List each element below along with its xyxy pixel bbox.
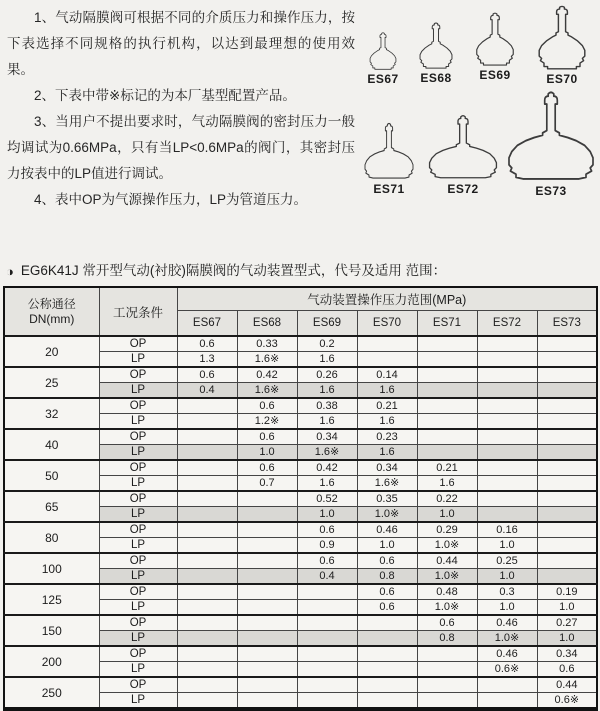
valve-label: ES70 [546, 72, 578, 86]
value-cell: 0.33 [237, 336, 297, 352]
value-cell [177, 414, 237, 430]
value-cell: 0.21 [417, 460, 477, 476]
value-cell: 1.6※ [297, 445, 357, 461]
value-cell [177, 600, 237, 616]
table-row-op [4, 522, 597, 538]
value-cell: 0.27 [537, 615, 597, 631]
table-row-op [4, 460, 597, 476]
col-header-es70: ES70 [357, 311, 417, 337]
value-cell: 0.34 [357, 460, 417, 476]
valve-outline-icon [471, 12, 519, 66]
value-cell: 1.0※ [477, 631, 537, 647]
value-cell [297, 584, 357, 600]
valve-figure-es67 [358, 32, 408, 86]
value-cell [537, 336, 597, 352]
dn-cell: 32 [4, 398, 99, 429]
value-cell [477, 398, 537, 414]
valve-figure-es70 [524, 5, 600, 86]
value-cell: 1.0 [537, 631, 597, 647]
dn-cell: 25 [4, 367, 99, 398]
value-cell [537, 352, 597, 368]
value-cell: 1.6 [417, 476, 477, 492]
value-cell: 0.42 [237, 367, 297, 383]
value-cell [477, 336, 537, 352]
value-cell [357, 631, 417, 647]
value-cell: 1.6 [297, 383, 357, 399]
value-cell [237, 600, 297, 616]
value-cell [237, 615, 297, 631]
dn-cell: 40 [4, 429, 99, 460]
value-cell [237, 662, 297, 678]
value-cell [537, 367, 597, 383]
table-row-op [4, 429, 597, 445]
value-cell: 0.16 [477, 522, 537, 538]
dn-cell: 200 [4, 646, 99, 677]
pressure-spec-table [3, 286, 598, 711]
value-cell [477, 677, 537, 693]
value-cell [537, 445, 597, 461]
value-cell [237, 677, 297, 693]
value-cell: 1.0※ [357, 507, 417, 523]
cond-cell: LP [99, 600, 177, 616]
value-cell [537, 429, 597, 445]
value-cell [477, 352, 537, 368]
value-cell: 1.0 [477, 569, 537, 585]
col-header-condition: 工况条件 [99, 287, 177, 336]
value-cell: 1.2※ [237, 414, 297, 430]
value-cell: 0.46 [357, 522, 417, 538]
table-row-op [4, 367, 597, 383]
note-paragraph: 3、当用户不提出要求时，气动隔膜阀的密封压力一般均调试为0.66MPa，只有当LP<0.6MPa的阀门，其密封压力按表中的LP值进行调试。 [7, 114, 355, 181]
section-heading [6, 259, 596, 279]
value-cell [537, 398, 597, 414]
value-cell [537, 507, 597, 523]
value-cell [237, 646, 297, 662]
table-row-op [4, 336, 597, 352]
cond-cell: LP [99, 414, 177, 430]
value-cell: 0.4 [177, 383, 237, 399]
value-cell [537, 476, 597, 492]
value-cell: 0.6 [357, 553, 417, 569]
value-cell [477, 507, 537, 523]
value-cell [417, 352, 477, 368]
value-cell [297, 600, 357, 616]
value-cell: 0.23 [357, 429, 417, 445]
valve-outline-icon [366, 32, 400, 70]
value-cell: 0.52 [297, 491, 357, 507]
value-cell: 0.2 [297, 336, 357, 352]
value-cell: 0.4 [297, 569, 357, 585]
cond-cell: LP [99, 352, 177, 368]
valve-outline-icon [502, 90, 600, 182]
value-cell [237, 538, 297, 554]
valve-label: ES73 [535, 184, 567, 198]
value-cell [177, 677, 237, 693]
value-cell: 1.0 [477, 538, 537, 554]
value-cell [477, 367, 537, 383]
value-cell: 0.6 [417, 615, 477, 631]
value-cell: 0.48 [417, 584, 477, 600]
cond-cell: OP [99, 460, 177, 476]
value-cell [417, 336, 477, 352]
cond-cell: LP [99, 476, 177, 492]
value-cell [477, 429, 537, 445]
dn-cell: 80 [4, 522, 99, 553]
cond-cell: OP [99, 646, 177, 662]
value-cell [477, 476, 537, 492]
value-cell: 0.21 [357, 398, 417, 414]
valve-figure-es69 [462, 12, 528, 82]
col-header-dn [4, 287, 99, 336]
value-cell: 1.0 [537, 600, 597, 616]
value-cell [417, 367, 477, 383]
value-cell: 1.6 [297, 414, 357, 430]
section-title: EG6K41J 常开型气动(衬胶)隔膜阀的气动装置型式，代号及适用 范围： [20, 263, 447, 278]
value-cell: 1.0※ [417, 600, 477, 616]
value-cell [477, 414, 537, 430]
value-cell: 1.6 [297, 476, 357, 492]
dn-cell: 150 [4, 615, 99, 646]
value-cell: 0.44 [417, 553, 477, 569]
value-cell [237, 507, 297, 523]
value-cell [417, 646, 477, 662]
value-cell: 0.6※ [477, 662, 537, 678]
value-cell: 0.6 [237, 460, 297, 476]
value-cell: 0.19 [537, 584, 597, 600]
valve-figure-es72 [420, 114, 506, 196]
table-row-op [4, 491, 597, 507]
value-cell: 0.6 [177, 336, 237, 352]
cond-cell: LP [99, 693, 177, 710]
valve-label: ES71 [373, 182, 405, 196]
valve-outline-icon [361, 122, 417, 180]
value-cell: 1.6※ [237, 383, 297, 399]
value-cell [537, 491, 597, 507]
value-cell: 0.22 [417, 491, 477, 507]
cond-cell: OP [99, 584, 177, 600]
value-cell: 0.29 [417, 522, 477, 538]
value-cell: 1.6※ [357, 476, 417, 492]
value-cell [537, 522, 597, 538]
value-cell: 0.6 [357, 600, 417, 616]
col-header-pressure-range: 气动装置操作压力范围(MPa) [177, 287, 597, 311]
value-cell [537, 538, 597, 554]
value-cell [297, 677, 357, 693]
value-cell [357, 615, 417, 631]
value-cell [297, 631, 357, 647]
value-cell [297, 662, 357, 678]
dn-cell: 125 [4, 584, 99, 615]
cond-cell: LP [99, 538, 177, 554]
col-header-es71: ES71 [417, 311, 477, 337]
table-row-op [4, 677, 597, 693]
cond-cell: OP [99, 429, 177, 445]
cond-cell: LP [99, 445, 177, 461]
table-row-op [4, 584, 597, 600]
value-cell [417, 398, 477, 414]
value-cell: 1.6 [357, 445, 417, 461]
value-cell: 0.6 [357, 584, 417, 600]
valve-figure-es68 [406, 22, 466, 85]
value-cell: 0.6 [237, 398, 297, 414]
table-row-op [4, 615, 597, 631]
value-cell [537, 460, 597, 476]
value-cell: 0.7 [237, 476, 297, 492]
col-header-dn-line1: 公称通径 [27, 296, 76, 311]
cond-cell: LP [99, 631, 177, 647]
value-cell: 1.0 [417, 507, 477, 523]
value-cell: 0.38 [297, 398, 357, 414]
value-cell: 1.0※ [417, 569, 477, 585]
valve-figure-es73 [500, 90, 600, 198]
value-cell [477, 383, 537, 399]
value-cell [177, 445, 237, 461]
value-cell [417, 429, 477, 445]
valve-figure-es71 [356, 122, 422, 196]
valve-label: ES69 [479, 68, 511, 82]
cond-cell: OP [99, 522, 177, 538]
value-cell: 0.6 [297, 553, 357, 569]
half-filled-circle-icon: ◑ [6, 264, 14, 279]
cond-cell: OP [99, 398, 177, 414]
value-cell [297, 646, 357, 662]
valve-label: ES68 [420, 71, 452, 85]
col-header-es69: ES69 [297, 311, 357, 337]
value-cell [177, 569, 237, 585]
value-cell: 1.3 [177, 352, 237, 368]
value-cell [417, 662, 477, 678]
dn-cell: 20 [4, 336, 99, 367]
cond-cell: LP [99, 569, 177, 585]
value-cell [417, 445, 477, 461]
value-cell: 1.0 [357, 538, 417, 554]
value-cell [417, 414, 477, 430]
valve-outline-icon [532, 5, 592, 70]
value-cell [177, 460, 237, 476]
value-cell [177, 398, 237, 414]
note-paragraph: 4、表中OP为气源操作压力，LP为管道压力。 [34, 192, 308, 207]
value-cell: 0.6 [177, 367, 237, 383]
value-cell [177, 476, 237, 492]
value-cell [177, 662, 237, 678]
value-cell [177, 538, 237, 554]
value-cell [357, 352, 417, 368]
value-cell [357, 677, 417, 693]
value-cell [237, 569, 297, 585]
cond-cell: OP [99, 615, 177, 631]
dn-cell: 250 [4, 677, 99, 709]
value-cell: 1.0 [237, 445, 297, 461]
value-cell: 0.26 [297, 367, 357, 383]
cond-cell: OP [99, 677, 177, 693]
value-cell [477, 445, 537, 461]
value-cell: 0.6 [297, 522, 357, 538]
value-cell [357, 336, 417, 352]
value-cell [357, 662, 417, 678]
valve-figures [350, 0, 600, 225]
value-cell: 0.42 [297, 460, 357, 476]
note-paragraph: 2、下表中带※标记的为本厂基型配置产品。 [34, 88, 296, 103]
dn-cell: 100 [4, 553, 99, 584]
value-cell: 0.8 [417, 631, 477, 647]
value-cell [177, 615, 237, 631]
note-paragraph: 1、气动隔膜阀可根据不同的介质压力和操作压力，按下表选择不同规格的执行机构，以达到最理想的使用效果。 [7, 10, 355, 77]
value-cell [237, 584, 297, 600]
col-header-es73: ES73 [537, 311, 597, 337]
value-cell: 1.0 [477, 600, 537, 616]
value-cell: 1.0 [297, 507, 357, 523]
value-cell [177, 522, 237, 538]
value-cell [537, 383, 597, 399]
value-cell [177, 646, 237, 662]
value-cell: 0.34 [297, 429, 357, 445]
value-cell [237, 631, 297, 647]
value-cell: 0.9 [297, 538, 357, 554]
value-cell: 1.0※ [417, 538, 477, 554]
value-cell: 0.6 [237, 429, 297, 445]
value-cell: 0.35 [357, 491, 417, 507]
value-cell [177, 584, 237, 600]
cond-cell: LP [99, 383, 177, 399]
cond-cell: LP [99, 662, 177, 678]
value-cell: 1.6 [357, 383, 417, 399]
value-cell [537, 569, 597, 585]
value-cell [237, 491, 297, 507]
value-cell [477, 460, 537, 476]
valve-outline-icon [424, 114, 502, 180]
valve-outline-icon [415, 22, 457, 69]
value-cell [177, 631, 237, 647]
value-cell [177, 491, 237, 507]
cond-cell: OP [99, 367, 177, 383]
value-cell [237, 522, 297, 538]
value-cell [297, 615, 357, 631]
value-cell: 0.6※ [537, 693, 597, 710]
col-header-es67: ES67 [177, 311, 237, 337]
col-header-es72: ES72 [477, 311, 537, 337]
value-cell [417, 383, 477, 399]
value-cell [357, 646, 417, 662]
valve-label: ES72 [447, 182, 479, 196]
value-cell [177, 553, 237, 569]
value-cell: 1.6※ [237, 352, 297, 368]
value-cell [237, 553, 297, 569]
value-cell [537, 553, 597, 569]
value-cell [477, 491, 537, 507]
value-cell [537, 414, 597, 430]
table-body [4, 336, 597, 709]
cond-cell: OP [99, 491, 177, 507]
notes-block [7, 5, 355, 213]
dn-cell: 50 [4, 460, 99, 491]
value-cell: 0.46 [477, 615, 537, 631]
value-cell: 0.44 [537, 677, 597, 693]
cond-cell: OP [99, 336, 177, 352]
table-row-op [4, 553, 597, 569]
value-cell [177, 429, 237, 445]
col-header-dn-line2: DN(mm) [29, 311, 75, 326]
value-cell: 0.25 [477, 553, 537, 569]
cond-cell: LP [99, 507, 177, 523]
table-row-op [4, 646, 597, 662]
value-cell [417, 677, 477, 693]
value-cell: 1.6 [297, 352, 357, 368]
value-cell: 0.46 [477, 646, 537, 662]
dn-cell: 65 [4, 491, 99, 522]
table-row-op [4, 398, 597, 414]
value-cell: 0.3 [477, 584, 537, 600]
value-cell: 0.34 [537, 646, 597, 662]
value-cell: 0.8 [357, 569, 417, 585]
value-cell [177, 507, 237, 523]
value-cell: 1.6 [357, 414, 417, 430]
cond-cell: OP [99, 553, 177, 569]
value-cell: 0.14 [357, 367, 417, 383]
valve-label: ES67 [367, 72, 399, 86]
col-header-es68: ES68 [237, 311, 297, 337]
value-cell: 0.6 [537, 662, 597, 678]
